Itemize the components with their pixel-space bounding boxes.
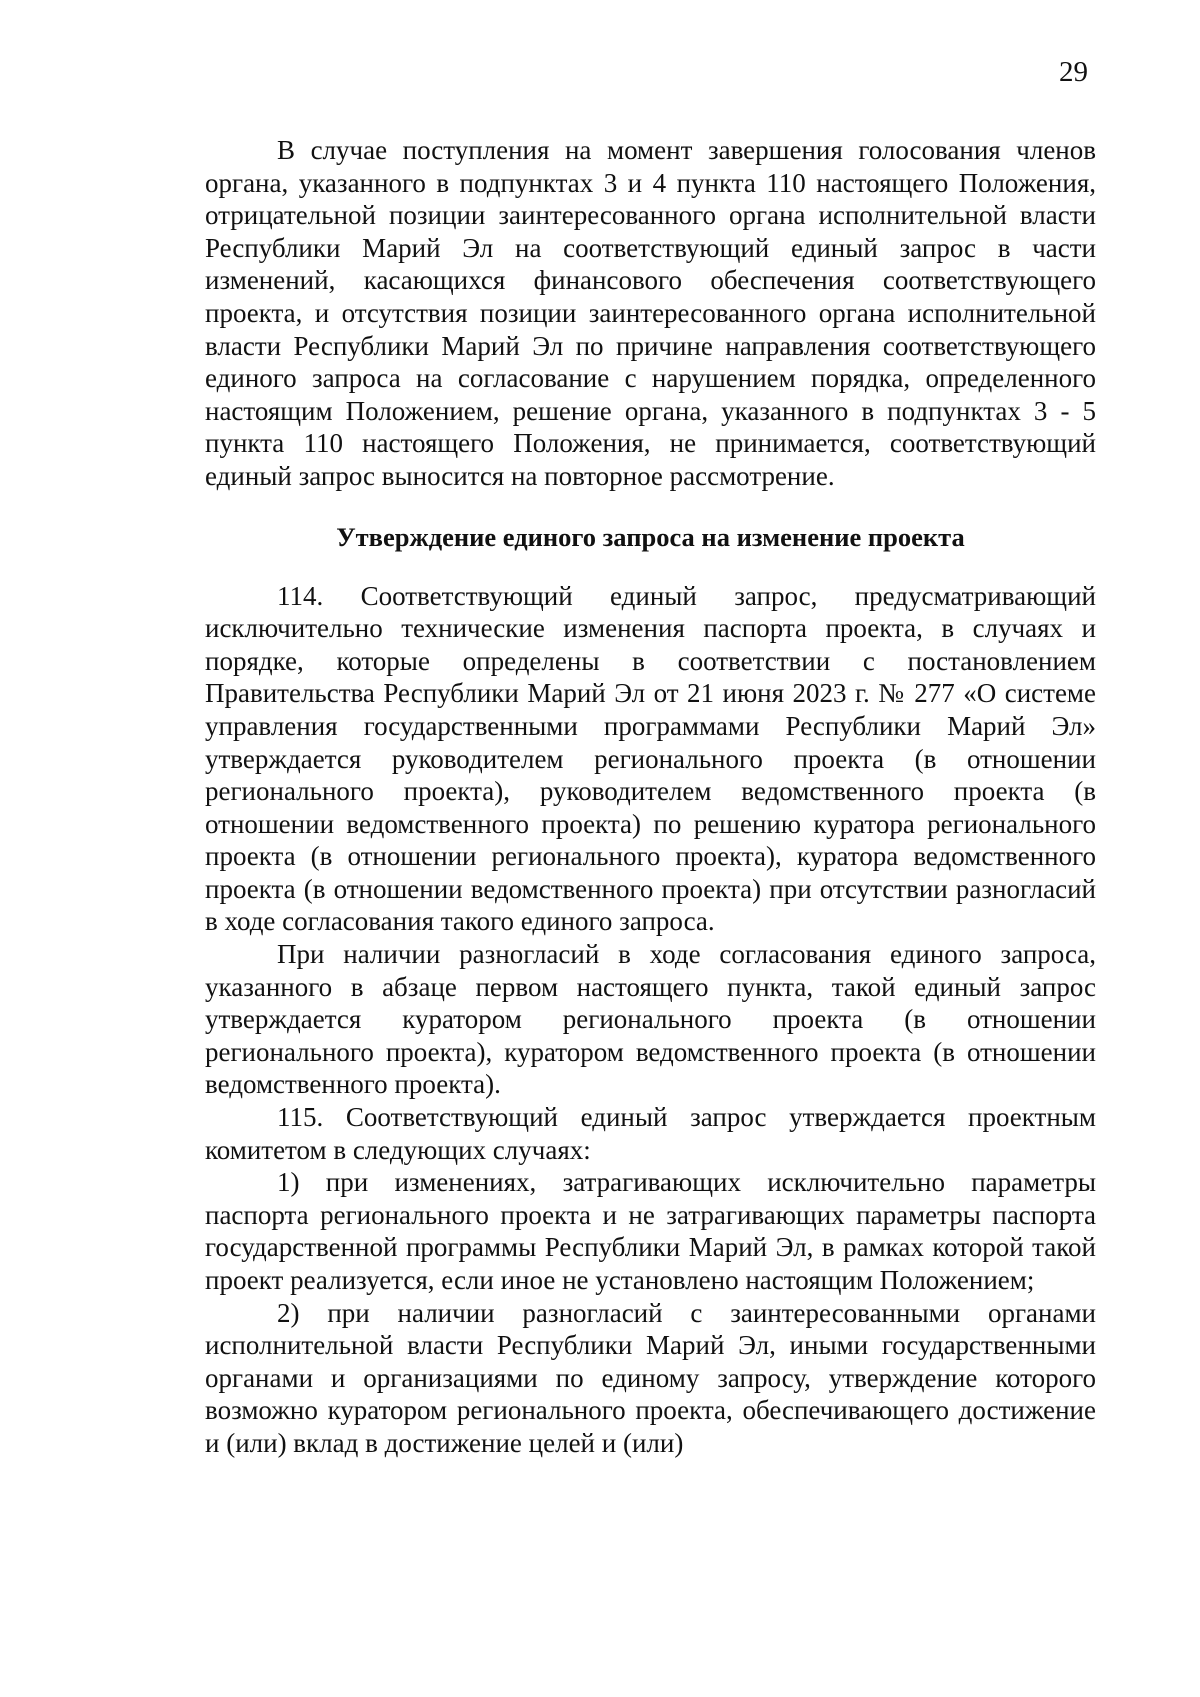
paragraph-114-disagreements: При наличии разногласий в ходе согласования единого запроса, указанного в абзаце первом настоящего пункта, такой единый запрос утверждается куратором регионального проекта (в отношении регионального проекта), куратором ведомственного проекта (в отношении ведомственного проекта). <box>205 939 1096 1100</box>
paragraph-115: 115. Соответствующий единый запрос утверждается проектным комитетом в следующих случаях: <box>205 1102 1096 1165</box>
list-item-115-2: 2) при наличии разногласий с заинтересованными органами исполнительной власти Республики Марий Эл, иными государственными органами и организациями по единому запросу, утверждение которого возможно куратором регионального проекта, обеспечивающего достижение и (или) вклад в достижение целей и (или) <box>205 1297 1096 1458</box>
paragraph-voting-outcome: В случае поступления на момент завершения голосования членов органа, указанного в подпунктах 3 и 4 пункта 110 настоящего Положения, отрицательной позиции заинтересованного органа исполнительной власти Республики Марий Эл на соответствующий единый запрос в части изменений, касающихся финансового обеспечения соответствующего проекта, и отсутствия позиции заинтересованного органа исполнительной власти Республики Марий Эл по причине направления соответствующего единого запроса на согласование с нарушением порядка, определенного настоящим Положением, решение органа, указанного в подпунктах 3 - 5 пункта 110 настоящего Положения, не принимается, соответствующий единый запрос выносится на повторное рассмотрение. <box>205 135 1096 491</box>
page-number: 29 <box>1059 56 1088 88</box>
paragraph-114: 114. Соответствующий единый запрос, предусматривающий исключительно технические изменения паспорта проекта, в случаях и порядке, которые определены в соответствии с постановлением Правительства Республики Марий Эл от 21 июня 2023 г. № 277 «О системе управления государственными программами Республики Марий Эл» утверждается руководителем регионального проекта (в отношении регионального проекта), руководителем ведомственного проекта (в отношении ведомственного проекта) по решению куратора регионального проекта (в отношении регионального проекта), куратора ведомственного проекта (в отношении ведомственного проекта) при отсутствии разногласий в ходе согласования такого единого запроса. <box>205 580 1096 937</box>
document-body <box>205 134 1096 1460</box>
section-heading: Утверждение единого запроса на изменение проекта <box>336 521 965 552</box>
list-item-115-1: 1) при изменениях, затрагивающих исключительно параметры паспорта регионального проекта и не затрагивающих параметры паспорта государственной программы Республики Марий Эл, в рамках которой такой проект реализуется, если иное не установлено настоящим Положением; <box>205 1167 1096 1295</box>
